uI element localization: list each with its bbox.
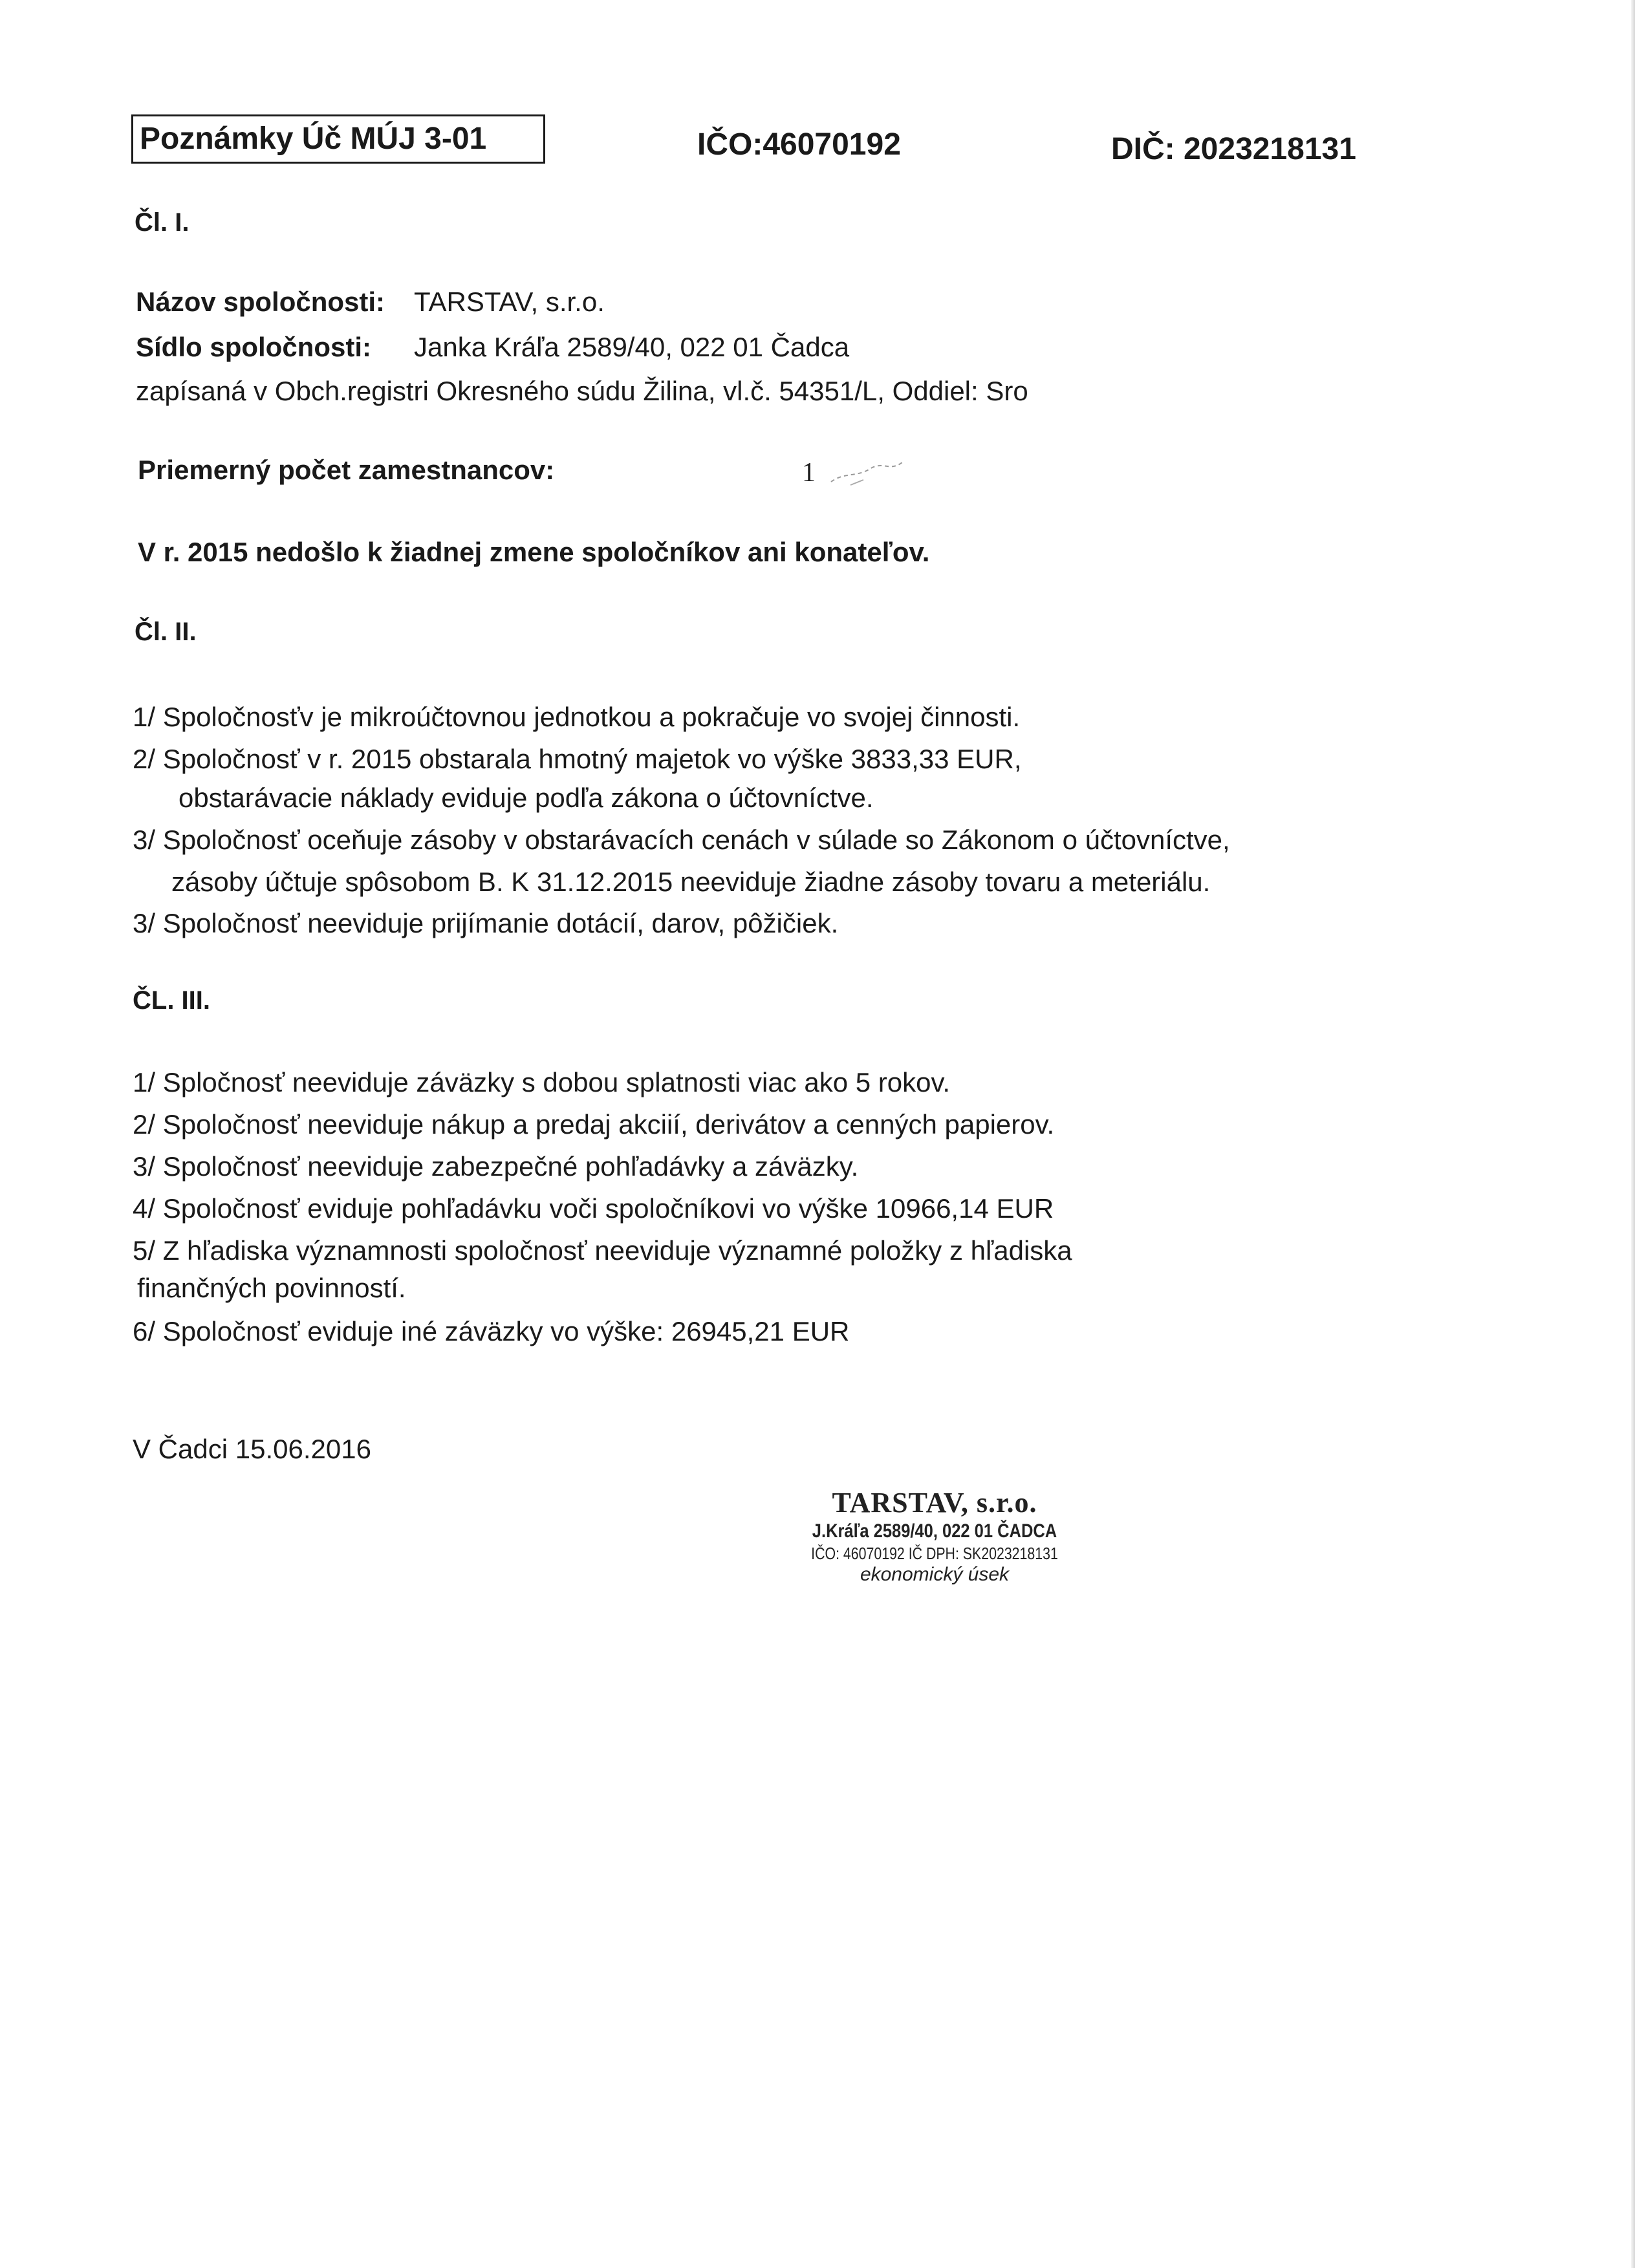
section-2-item-4: 3/ Spoločnosť neeviduje prijímanie dotácií, darov, pôžičiek. xyxy=(133,908,839,938)
company-seat-label: Sídlo spoločnosti: xyxy=(136,332,371,362)
pen-scribble-mark xyxy=(825,453,909,491)
section-2-item-3: 3/ Spoločnosť oceňuje zásoby v obstarávacích cenách v súlade so Zákonom o účtovníctve, xyxy=(133,825,1230,855)
company-seat-value: Janka Kráľa 2589/40, 022 01 Čadca xyxy=(414,332,850,362)
section-3-item-4: 4/ Spoločnosť eviduje pohľadávku voči spoločníkovi vo výške 10966,14 EUR xyxy=(133,1193,1054,1224)
document-title: Poznámky Úč MÚJ 3-01 xyxy=(140,122,487,156)
employees-value: 1 xyxy=(802,458,816,488)
scan-edge xyxy=(1631,0,1635,2268)
section-2-item-2-continuation: obstarávacie náklady eviduje podľa zákona o účtovníctve. xyxy=(179,783,874,813)
company-name-label: Názov spoločnosti: xyxy=(136,286,385,317)
section-2-item-3-continuation: zásoby účtuje spôsobom B. K 31.12.2015 neeviduje žiadne zásoby tovaru a meteriálu. xyxy=(171,867,1211,897)
company-seat-row xyxy=(136,332,849,363)
stamp-company-name: TARSTAV, s.r.o. xyxy=(832,1487,1037,1518)
section-3-item-5-continuation: finančných povinností. xyxy=(137,1273,406,1303)
company-stamp xyxy=(779,1486,1090,1586)
company-name-row xyxy=(136,286,605,318)
section-3-item-6: 6/ Spoločnosť eviduje iné záväzky vo výške: 26945,21 EUR xyxy=(133,1316,850,1346)
dic-number: DIČ: 2023218131 xyxy=(1111,132,1356,166)
section-3-item-2: 2/ Spoločnosť neeviduje nákup a predaj akciií, derivátov a cenných papierov. xyxy=(133,1109,1055,1139)
stamp-address: J.Kráľa 2589/40, 022 01 ČADCA xyxy=(812,1520,1057,1542)
section-2-item-1: 1/ Spoločnosťv je mikroúčtovnou jednotkou a pokračuje vo svojej činnosti. xyxy=(133,702,1021,732)
company-name-value: TARSTAV, s.r.o. xyxy=(414,286,605,317)
section-3-heading: ČL. III. xyxy=(133,986,210,1015)
document-title-box xyxy=(131,114,545,164)
stamp-tax-ids: IČO: 46070192 IČ DPH: SK2023218131 xyxy=(811,1544,1058,1563)
section-3-item-1: 1/ Spločnosť neeviduje záväzky s dobou splatnosti viac ako 5 rokov. xyxy=(133,1067,951,1097)
place-and-date: V Čadci 15.06.2016 xyxy=(133,1434,371,1464)
registry-info: zapísaná v Obch.registri Okresného súdu Žilina, vl.č. 54351/L, Oddiel: Sro xyxy=(136,376,1028,406)
section-3-item-5: 5/ Z hľadiska významnosti spoločnosť neeviduje významné položky z hľadiska xyxy=(133,1235,1072,1266)
section-2-heading: Čl. II. xyxy=(135,618,197,646)
employees-label: Priemerný počet zamestnancov: xyxy=(138,455,555,485)
stamp-department: ekonomický úsek xyxy=(860,1564,1010,1585)
change-note: V r. 2015 nedošlo k žiadnej zmene spoločníkov ani konateľov. xyxy=(138,537,930,567)
section-2-item-2: 2/ Spoločnosť v r. 2015 obstarala hmotný majetok vo výške 3833,33 EUR, xyxy=(133,744,1022,774)
section-1-heading: Čl. I. xyxy=(135,208,189,237)
ico-number: IČO:46070192 xyxy=(697,127,901,162)
section-3-item-3: 3/ Spoločnosť neeviduje zabezpečné pohľadávky a záväzky. xyxy=(133,1151,859,1182)
